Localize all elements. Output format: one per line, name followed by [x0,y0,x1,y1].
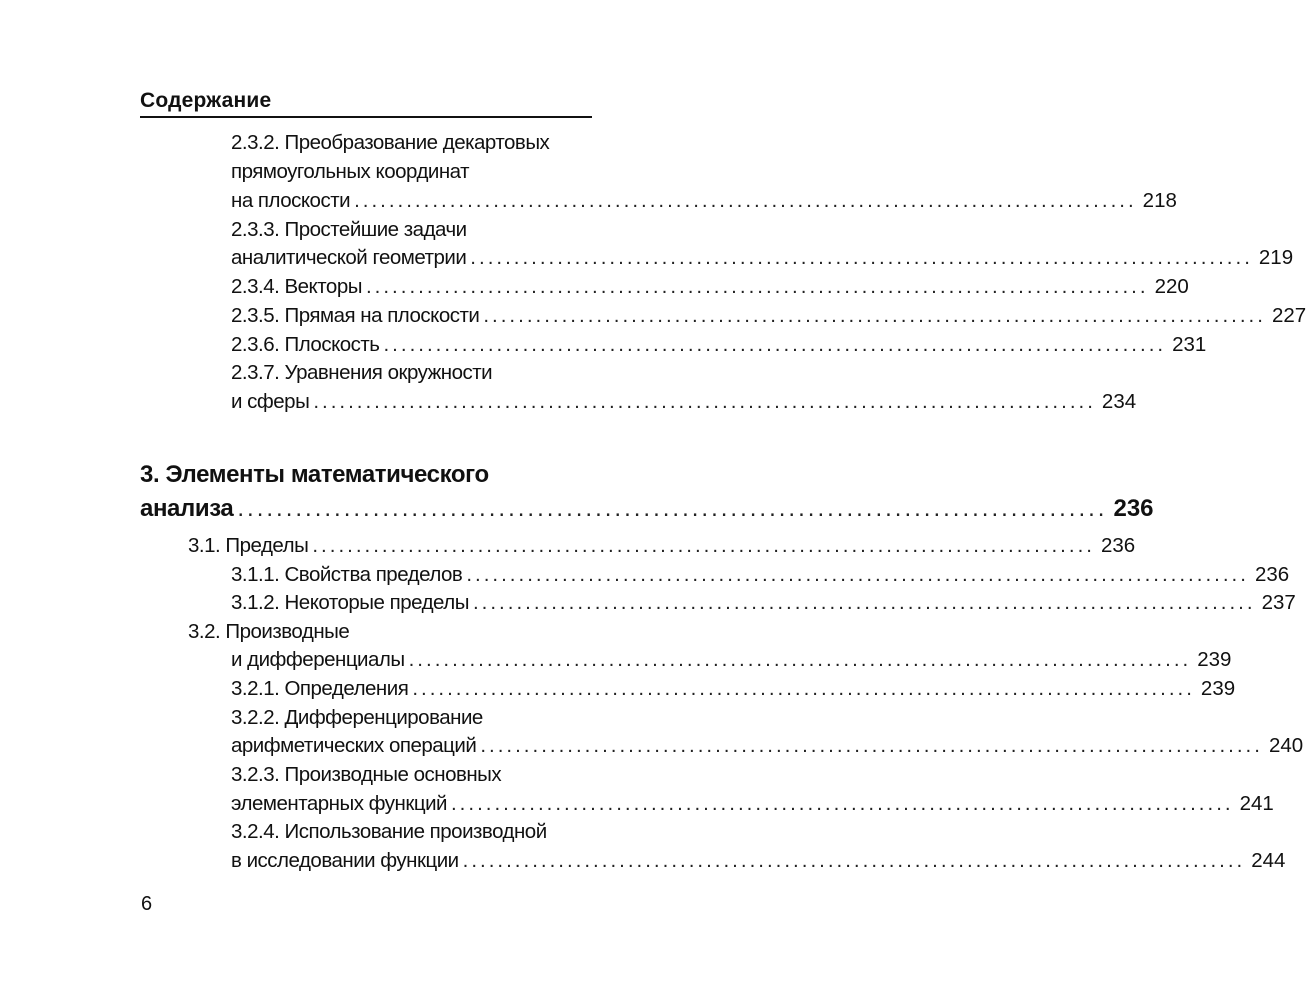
toc-entry[interactable] [231,275,1189,299]
dot-leader: .......................................................................................... [354,189,1137,212]
dot-leader: .......................................................................................... [466,563,1249,586]
toc-line [231,131,592,155]
toc-entry[interactable] [231,189,1177,213]
toc-line [231,218,592,242]
toc-entry[interactable] [231,734,1304,758]
toc-entry-title: и дифференциалы [231,648,405,671]
toc-entry[interactable] [231,563,1290,587]
chapter-entry[interactable] [140,495,1154,523]
toc-page-number: 236 [1100,534,1136,557]
toc-entry[interactable] [188,534,1136,558]
toc-entry-title: 3.1. Пределы [188,534,309,557]
dot-leader: .......................................................................................... [312,534,1095,557]
toc-entry-title: 2.3.4. Векторы [231,275,362,298]
toc-entry-title: в исследовании функции [231,849,459,872]
toc-entry-title: 3.2.1. Определения [231,677,409,700]
toc-entry[interactable] [231,849,1286,873]
toc-entry[interactable] [231,792,1274,816]
toc-entry-title: 3.1.1. Свойства пределов [231,563,463,586]
dot-leader: .......................................................................................... [483,304,1266,327]
chapter-heading [140,461,592,489]
dot-leader: .......................................................................................... [472,591,1256,614]
toc-entry-text: 3.2.3. Производные основных [231,763,502,786]
toc-page-number: 239 [1200,677,1236,700]
toc-entry[interactable] [231,304,1306,328]
dot-leader: .......................................................................................... [462,849,1246,872]
running-header: Содержание [140,89,592,118]
toc-line [231,820,592,844]
dot-leader: .......................................................................................... [470,246,1253,269]
toc-page-number: 241 [1239,792,1274,815]
toc-entry-text: 2.3.7. Уравнения окружности [231,361,493,384]
toc-page-number: 244 [1251,849,1286,872]
toc-entry-title: аналитической геометрии [231,246,467,269]
toc-entry-text: 2.3.3. Простейшие задачи [231,218,467,241]
toc-page-number: 227 [1271,304,1306,327]
toc-entry-text: 3.2.2. Дифференцирование [231,706,483,729]
toc-page-number: 239 [1197,648,1232,671]
toc-entry-title: 2.3.5. Прямая на плоскости [231,304,480,327]
page-number: 6 [141,893,153,915]
toc-entry-text: 2.3.2. Преобразование декартовых [231,131,550,154]
toc-page-number: 236 [1254,563,1290,586]
toc-entry[interactable] [231,333,1207,357]
toc-line [231,763,592,787]
toc-page-number: 237 [1261,591,1296,614]
toc-page-number: 231 [1172,333,1207,356]
dot-leader: .......................................................................................... [383,333,1167,356]
toc-entry-text: прямоугольных координат [231,160,470,183]
dot-leader: .......................................................................................... [313,390,1096,413]
toc-entry-title: элементарных функций [231,792,447,815]
toc-line [188,620,592,644]
toc-entry-title: и сферы [231,390,310,413]
toc-entry-title: 3.1.2. Некоторые пределы [231,591,469,614]
dot-leader: .......................................................................................... [408,648,1192,671]
dot-leader: .......................................................................................... [365,275,1149,298]
toc-entry[interactable] [231,648,1232,672]
dot-leader: .......................................................................................... [450,792,1234,815]
toc-page-number: 218 [1142,189,1177,212]
chapter-title: анализа [140,495,234,522]
toc-page-number: 234 [1101,390,1137,413]
toc-entry-title: на плоскости [231,189,351,212]
toc-entry[interactable] [231,246,1294,270]
toc-entry[interactable] [231,591,1296,615]
toc-entry[interactable] [231,390,1137,414]
toc-page-number: 236 [1113,495,1154,522]
toc-entry-title: 2.3.6. Плоскость [231,333,380,356]
toc-line [231,361,592,385]
toc-page-number: 219 [1258,246,1294,269]
toc-entry-text: 3.2.4. Использование производной [231,820,547,843]
dot-leader: .......................................................................................... [237,495,1108,522]
dot-leader: .......................................................................................... [480,734,1263,757]
toc-line [231,160,592,184]
toc-entry-title: арифметических операций [231,734,477,757]
toc-page-number: 240 [1268,734,1304,757]
toc-entry[interactable] [231,677,1236,701]
toc-line [231,706,592,730]
dot-leader: .......................................................................................... [412,677,1195,700]
chapter-title: 3. Элементы математического [140,461,489,488]
toc-entry-text: 3.2. Производные [188,620,350,643]
toc-page-number: 220 [1154,275,1189,298]
